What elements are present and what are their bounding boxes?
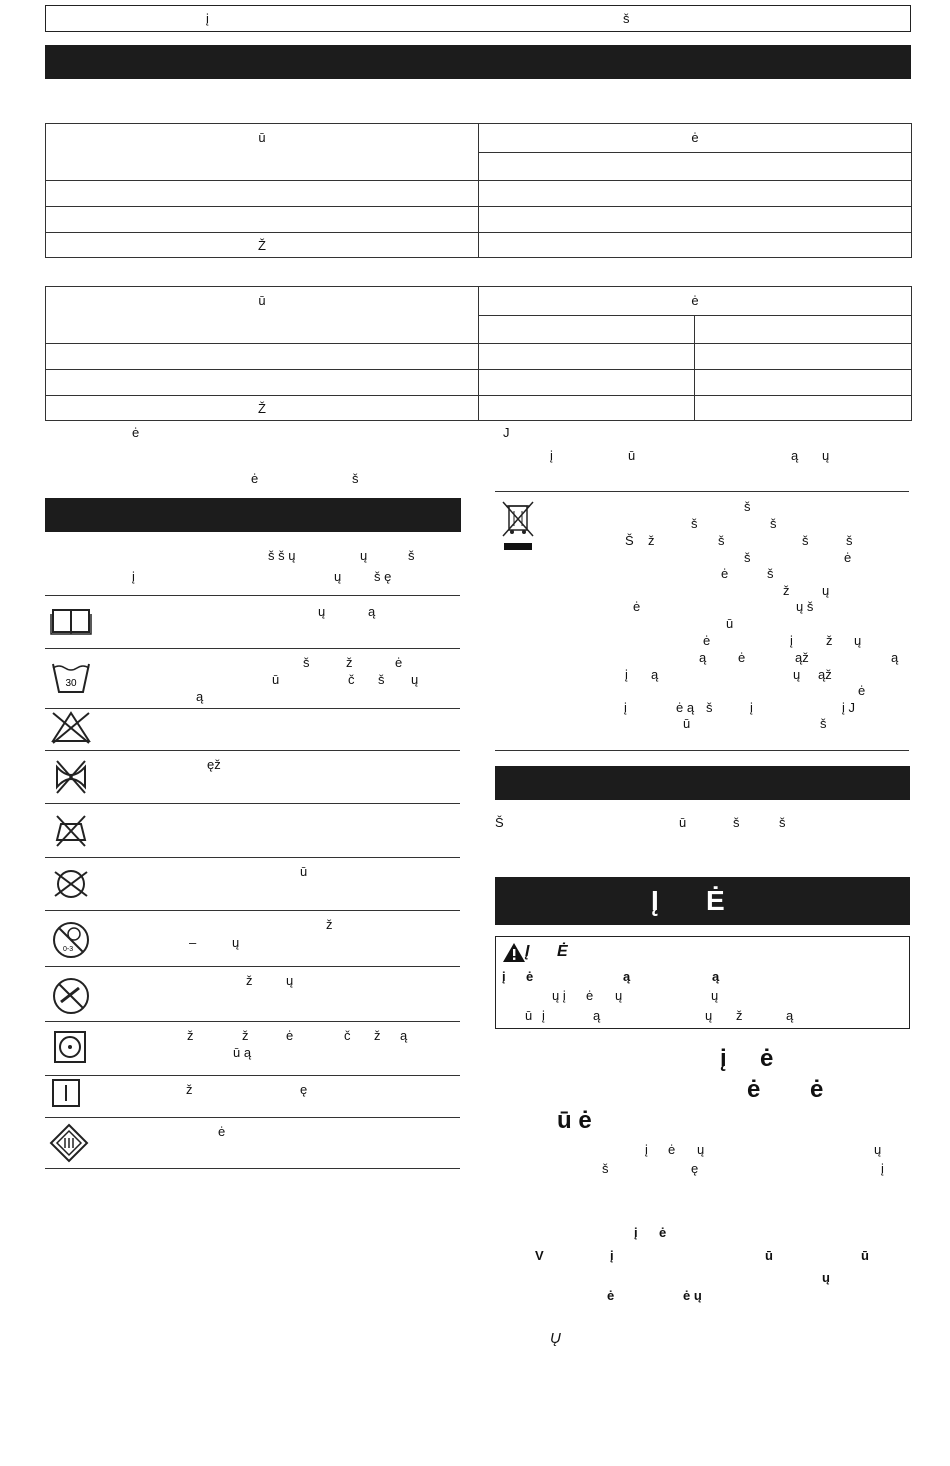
- care-row-char: š: [378, 672, 385, 687]
- header-box: [45, 5, 911, 32]
- para2-char: ų: [822, 1270, 830, 1285]
- spec-table-1: [45, 123, 912, 258]
- disposal-char: š: [718, 533, 725, 548]
- care-row-char: ž: [246, 973, 253, 988]
- right-note-char: J: [503, 425, 510, 440]
- warning-box-char: ė: [526, 969, 534, 984]
- warning-box-char: ą: [623, 969, 631, 984]
- disposal-char: Š: [625, 533, 634, 548]
- care-row-char: ą: [196, 689, 204, 704]
- table2-row3-left: Ž: [46, 396, 479, 421]
- warning-box-char: ė: [586, 988, 594, 1003]
- warning-box-char: ą: [786, 1008, 794, 1023]
- table1-cell: [479, 152, 912, 181]
- care-row-char: ė: [395, 655, 403, 670]
- warning-bar-char: Ė: [706, 885, 725, 916]
- warning-box-char: ž: [736, 1008, 743, 1023]
- warning-bar-char: Į: [651, 885, 659, 916]
- disposal-char: ą: [891, 650, 899, 665]
- left-note-char: ė: [132, 425, 140, 440]
- disposal-char: į: [790, 633, 793, 648]
- table2-cell: [46, 370, 479, 396]
- no-wring-icon: [49, 757, 93, 797]
- care-row-char: ą: [400, 1028, 408, 1043]
- care-intro-char: š š ų: [268, 548, 296, 563]
- child-age-icon: [49, 918, 93, 958]
- no-dryclean-icon: [49, 864, 93, 904]
- care-row-char: ž: [186, 1082, 193, 1097]
- note-section-bar: [495, 766, 910, 800]
- disposal-char: š: [770, 516, 777, 531]
- right-note-char: ū: [628, 448, 636, 463]
- table2-cell: [695, 396, 912, 421]
- warning-title-bar: [495, 877, 910, 925]
- para1-char: į: [881, 1161, 884, 1176]
- para2-char: ė ų: [683, 1288, 702, 1303]
- no-iron-icon: [49, 810, 93, 850]
- note2-char: š: [779, 815, 786, 830]
- para2-char: V: [535, 1248, 544, 1263]
- para1-char: į: [645, 1142, 648, 1157]
- para1-char: ų: [697, 1142, 705, 1157]
- disposal-char: ė: [721, 566, 729, 581]
- care-row-char: ž: [346, 655, 353, 670]
- disposal-char: į: [624, 700, 627, 715]
- divider: [495, 750, 909, 751]
- svg-text:30: 30: [65, 678, 77, 689]
- care-row-divider: [45, 595, 460, 596]
- headline-char: ė: [760, 1045, 774, 1072]
- headline-char: ė: [810, 1076, 824, 1103]
- footer-char: Ų: [550, 1330, 561, 1347]
- table1-cell: [46, 181, 479, 207]
- disposal-char: ž: [648, 533, 655, 548]
- care-section-bar: [45, 498, 461, 532]
- disposal-char: š: [691, 516, 698, 531]
- para1-char: š: [602, 1161, 609, 1176]
- table2-cell: [695, 370, 912, 396]
- care-intro-char: į: [132, 569, 135, 584]
- headline-char: ė: [747, 1076, 761, 1103]
- care-row-divider: [45, 803, 460, 804]
- care-row-char: š: [303, 655, 310, 670]
- care-row-char: ž: [187, 1028, 194, 1043]
- line-dry-icon: [49, 1076, 93, 1116]
- care-row-char: ū: [300, 864, 308, 879]
- care-intro-char: š ę: [374, 569, 392, 584]
- care-row-divider: [45, 1075, 460, 1076]
- table2-cell: [479, 396, 695, 421]
- table2-header-right: ė: [479, 287, 912, 316]
- care-row-char: ų: [411, 672, 419, 687]
- disposal-char: ė: [858, 683, 866, 698]
- disposal-char: į: [625, 667, 628, 682]
- disposal-char: š: [706, 700, 713, 715]
- disposal-char: ą: [699, 650, 707, 665]
- care-row-divider: [45, 1021, 460, 1022]
- care-row-char: ū ą: [233, 1045, 252, 1060]
- care-row-divider: [45, 750, 460, 751]
- warning-box-char: ą: [712, 969, 720, 984]
- table2-cell: [479, 370, 695, 396]
- care-row-char: ė: [286, 1028, 294, 1043]
- warning-box-char: ų: [705, 1008, 713, 1023]
- right-note-char: ą: [791, 448, 799, 463]
- disposal-char: ė: [633, 599, 641, 614]
- care-row-char: ž: [326, 917, 333, 932]
- disposal-char: ą: [651, 667, 659, 682]
- disposal-char: š: [820, 716, 827, 731]
- disposal-char: į: [750, 700, 753, 715]
- disposal-char: š: [846, 533, 853, 548]
- disposal-char: ū: [683, 716, 691, 731]
- care-row-char: ų: [232, 935, 240, 950]
- para2-char: ė: [607, 1288, 615, 1303]
- right-note-char: ų: [822, 448, 830, 463]
- warning-box-title: Ė: [557, 943, 568, 960]
- warning-box-char: ų: [615, 988, 623, 1003]
- care-row-divider: [45, 1117, 460, 1118]
- table2-cell: [479, 315, 695, 344]
- left-note-char: ė: [251, 471, 259, 486]
- care-row-char: ū: [272, 672, 280, 687]
- disposal-char: ž: [783, 583, 790, 598]
- headline-char: ū ė: [557, 1107, 592, 1134]
- para2-char: ė: [659, 1225, 667, 1240]
- note2-char: š: [733, 815, 740, 830]
- care-row-char: ž: [374, 1028, 381, 1043]
- care-row-char: ų: [286, 973, 294, 988]
- care-row-char: ą: [368, 604, 376, 619]
- svg-text:0-3: 0-3: [63, 946, 74, 953]
- care-row-char: ė: [218, 1124, 226, 1139]
- note2-char: Š: [495, 815, 504, 830]
- para1-char: ę: [691, 1161, 699, 1176]
- warning-box-char: ų į: [552, 988, 566, 1003]
- warning-box-char: į: [542, 1008, 545, 1023]
- care-row-divider: [45, 648, 460, 649]
- header-char-1: į: [206, 11, 209, 26]
- care-row-char: ęž: [207, 757, 221, 772]
- disposal-char: š: [744, 499, 751, 514]
- table2-cell: [46, 344, 479, 370]
- para1-char: ų: [874, 1142, 882, 1157]
- care-row-divider: [45, 708, 460, 709]
- disposal-char: ė ą: [676, 700, 695, 715]
- table1-header-right: ė: [479, 124, 912, 153]
- disposal-char: ž: [826, 633, 833, 648]
- table2-header-left: ū: [46, 287, 479, 344]
- disposal-char: ė: [738, 650, 746, 665]
- para2-char: ū: [765, 1248, 773, 1263]
- care-row-char: ž: [242, 1028, 249, 1043]
- para2-char: į: [610, 1248, 614, 1263]
- warning-triangle-icon: [502, 942, 526, 963]
- disposal-char: ų š: [796, 599, 814, 614]
- para2-char: į: [634, 1225, 638, 1240]
- note2-char: ū: [679, 815, 687, 830]
- disposal-char: š: [802, 533, 809, 548]
- table1-cell: [479, 233, 912, 258]
- header-char-2: š: [623, 11, 630, 26]
- care-intro-char: ų: [360, 548, 368, 563]
- headline-char: į: [720, 1045, 727, 1072]
- class-three-icon: [49, 1123, 93, 1163]
- table2-cell: [695, 344, 912, 370]
- wash-30-icon: [49, 658, 93, 698]
- warning-box-char: ū: [525, 1008, 533, 1023]
- disposal-char: ų: [793, 667, 801, 682]
- care-row-divider: [45, 966, 460, 967]
- care-intro-char: š: [408, 548, 415, 563]
- para1-char: ė: [668, 1142, 676, 1157]
- table1-cell: [479, 207, 912, 233]
- no-pins-icon: [49, 974, 93, 1014]
- care-row-divider: [45, 857, 460, 858]
- warning-box-char: ų: [711, 988, 719, 1003]
- care-row-divider: [45, 910, 460, 911]
- disposal-char: ū: [726, 616, 734, 631]
- table1-row3-left: Ž: [46, 233, 479, 258]
- care-row-char: č: [344, 1028, 351, 1043]
- disposal-char: š: [767, 566, 774, 581]
- warning-box-char: ą: [593, 1008, 601, 1023]
- top-section-bar: [45, 45, 911, 79]
- table2-cell: [695, 315, 912, 344]
- disposal-char: ė: [703, 633, 711, 648]
- care-intro-char: ų: [334, 569, 342, 584]
- manual-book-icon: [49, 602, 93, 642]
- left-note-char: š: [352, 471, 359, 486]
- care-row-char: –: [189, 935, 197, 950]
- care-row-char: ę: [300, 1082, 308, 1097]
- table1-cell: [479, 181, 912, 207]
- right-note-char: į: [550, 448, 553, 463]
- care-row-char: č: [348, 672, 355, 687]
- disposal-char: ąž: [795, 650, 809, 665]
- care-row-char: ų: [318, 604, 326, 619]
- warning-box-title: Į: [525, 943, 530, 960]
- disposal-char: ų: [854, 633, 862, 648]
- disposal-char: ė: [844, 550, 852, 565]
- table1-cell: [46, 207, 479, 233]
- disposal-char: į J: [842, 700, 855, 715]
- para2-char: ū: [861, 1248, 869, 1263]
- warning-box-char: į: [502, 969, 506, 984]
- spec-table-2: [45, 286, 912, 421]
- disposal-char: ų: [822, 583, 830, 598]
- divider: [495, 491, 909, 492]
- no-bleach-icon: [49, 709, 93, 749]
- disposal-char: ąž: [818, 667, 832, 682]
- tumble-dry-icon: [49, 1028, 93, 1068]
- table1-header-left: ū: [46, 124, 479, 181]
- care-row-divider: [45, 1168, 460, 1169]
- table2-cell: [479, 344, 695, 370]
- disposal-char: š: [744, 550, 751, 565]
- crossed-bin-icon: [500, 500, 536, 552]
